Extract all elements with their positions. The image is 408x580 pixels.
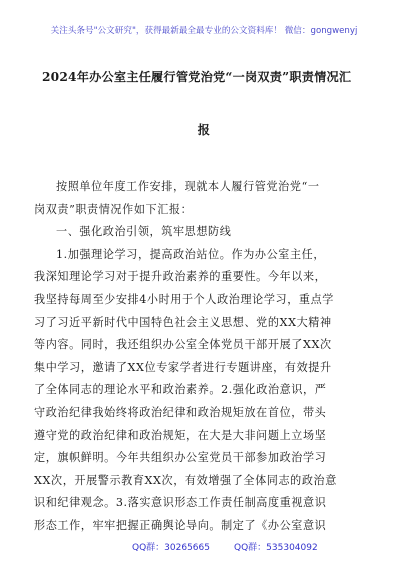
footer-qq-group-2: QQ群：535304092 (234, 543, 318, 553)
body-line: 1.加强理论学习，提高政治站位。作为办公室主任， (56, 247, 326, 261)
body-line: 习了习近平新时代中国特色社会主义思想、党的XX大精神 (34, 315, 332, 329)
document-title-continuation: 报 (197, 123, 211, 137)
document-body (34, 176, 348, 538)
document-title: 2024年办公室主任履行管党治党“一岗双责”职责情况汇 (42, 70, 352, 84)
body-line: 我深知理论学习对于提升政治素养的重要性。今年以来， (34, 270, 327, 284)
body-line: 了全体同志的理论水平和政治素养。2.强化政治意识，严 (34, 383, 327, 397)
footer-qq-group-1: QQ群：30265665 (132, 543, 210, 553)
header-promo-note: 关注头条号"公文研究"，获得最新最全最专业的公文资料库！ 微信：gongwenyj (50, 26, 358, 36)
body-line: 按照单位年度工作安排，现就本人履行管党治党“一 (56, 180, 320, 193)
body-line: 形态工作，牢牢把握正确舆论导向。制定了《办公室意识 (34, 518, 327, 532)
body-line: XX次，开展警示教育XX次，有效增强了全体同志的政治意 (34, 473, 337, 487)
body-line: 集中学习，邀请了XX位专家学者进行专题讲座，有效提升 (34, 360, 332, 374)
body-line: 等内容。同时，我还组织办公室全体党员干部开展了XX次 (34, 338, 332, 352)
body-line: 我坚持每周至少安排4小时用于个人政治理论学习，重点学 (34, 292, 335, 306)
body-line: 遵守党的政治纪律和政治规矩，在大是大非问题上立场坚 (34, 428, 327, 442)
body-line: 定，旗帜鲜明。今年共组织办公室党员干部参加政治学习 (34, 451, 327, 465)
body-line: 守政治纪律我始终将政治纪律和政治规矩放在首位，带头 (34, 405, 327, 419)
body-line: 岗双责”职责情况作如下汇报： (34, 202, 193, 216)
section-heading: 一、强化政治引领，筑牢思想防线 (56, 225, 232, 239)
body-line: 识和纪律观念。3.落实意识形态工作责任制高度重视意识 (34, 496, 327, 510)
